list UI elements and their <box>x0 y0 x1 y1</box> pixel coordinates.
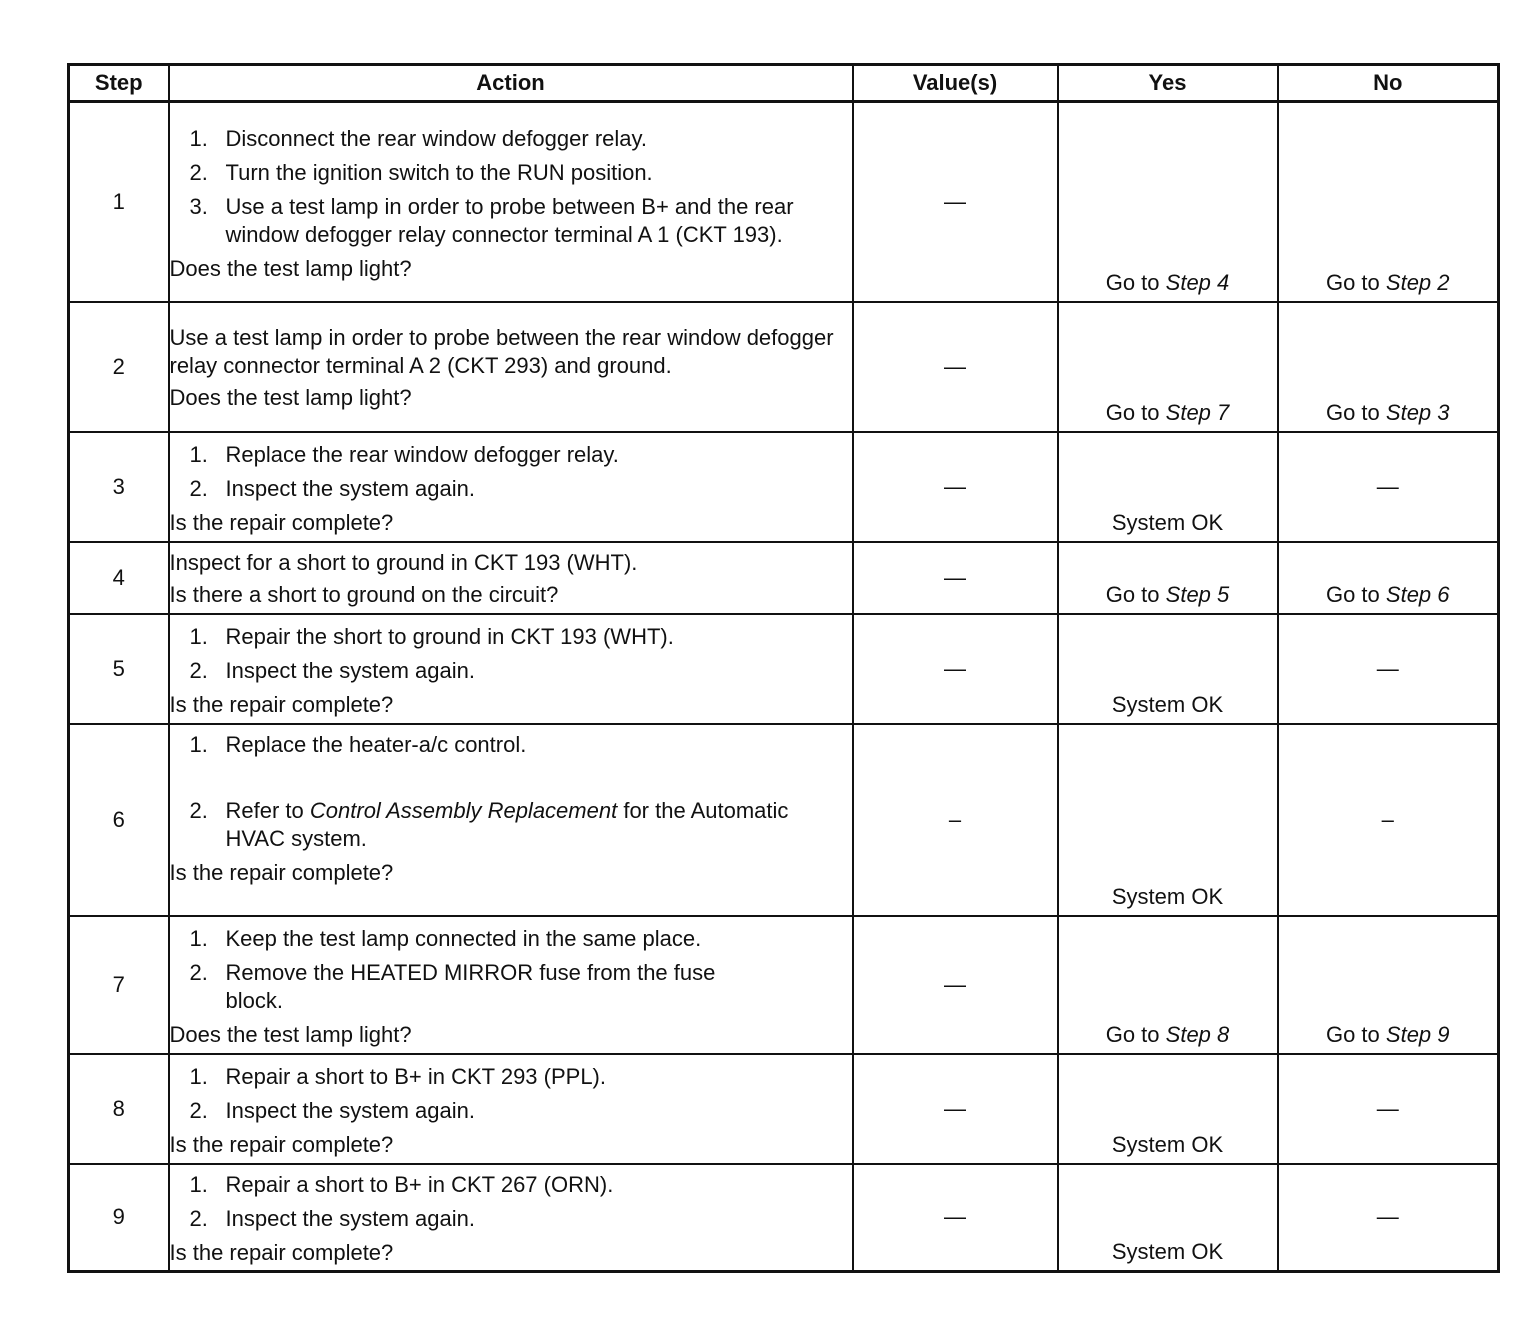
step-number: 3 <box>69 432 169 542</box>
action-question: Does the test lamp light? <box>169 1021 412 1047</box>
no-cell <box>1278 542 1499 614</box>
doc-reference: Control Assembly Replacement <box>309 797 618 823</box>
header-no: No <box>1278 65 1499 102</box>
value-cell: – <box>853 724 1058 916</box>
yes-cell <box>1058 724 1278 916</box>
action-step: 2. Inspect the system again. <box>189 475 475 501</box>
no-goto: Go to Step 2 <box>1325 269 1450 295</box>
yes-result: System OK <box>1111 509 1224 535</box>
action-step: 2. Remove the HEATED MIRROR fuse from the fuse block. <box>189 959 716 1013</box>
table-row <box>69 614 1499 724</box>
step-number: 5 <box>69 614 169 724</box>
no-cell <box>1278 614 1499 724</box>
yes-goto: Go to Step 5 <box>1105 581 1230 607</box>
action-question: Does the test lamp light? <box>169 255 412 281</box>
action-cell <box>169 1164 853 1272</box>
no-result: — <box>1376 1095 1399 1121</box>
header-step: Step <box>69 65 169 102</box>
table-row <box>69 102 1499 302</box>
no-cell <box>1278 1164 1499 1272</box>
header-action: Action <box>169 65 853 102</box>
action-question: Is the repair complete? <box>169 509 394 535</box>
header-values: Value(s) <box>853 65 1058 102</box>
yes-result: System OK <box>1111 1239 1224 1264</box>
action-step: 1. Keep the test lamp connected in the same place. <box>189 925 702 951</box>
yes-cell <box>1058 1054 1278 1164</box>
step-ref: Step 9 <box>1385 1021 1450 1047</box>
yes-goto: Go to Step 7 <box>1105 399 1230 425</box>
value-cell: — <box>853 302 1058 432</box>
value-cell: — <box>853 102 1058 302</box>
yes-cell <box>1058 542 1278 614</box>
step-number: 2 <box>69 302 169 432</box>
action-question: Is there a short to ground on the circuit? <box>169 581 559 607</box>
yes-cell <box>1058 432 1278 542</box>
action-step: 1. Repair a short to B+ in CKT 293 (PPL). <box>189 1063 606 1089</box>
action-text: Use a test lamp in order to probe between the rear window defogger relay connector terminal A 2 (CKT 293) and ground. <box>169 324 834 378</box>
yes-result: System OK <box>1111 1131 1224 1157</box>
value-cell: — <box>853 1054 1058 1164</box>
action-cell <box>169 724 853 916</box>
action-cell <box>169 102 853 302</box>
action-cell <box>169 1054 853 1164</box>
value-cell: — <box>853 916 1058 1054</box>
step-number: 1 <box>69 102 169 302</box>
no-cell <box>1278 1054 1499 1164</box>
no-cell <box>1278 302 1499 432</box>
action-question: Is the repair complete? <box>169 859 394 885</box>
action-step: 2. Turn the ignition switch to the RUN position. <box>189 159 653 185</box>
table-row <box>69 1054 1499 1164</box>
yes-goto: Go to Step 8 <box>1105 1021 1230 1047</box>
action-step: 2. Inspect the system again. <box>189 657 475 683</box>
action-question: Does the test lamp light? <box>169 384 412 410</box>
action-question: Is the repair complete? <box>169 1240 394 1266</box>
action-cell <box>169 614 853 724</box>
no-cell <box>1278 432 1499 542</box>
header-row <box>69 65 1499 102</box>
yes-cell <box>1058 302 1278 432</box>
value-cell: — <box>853 432 1058 542</box>
step-number: 7 <box>69 916 169 1054</box>
yes-result: System OK <box>1111 691 1224 717</box>
action-cell <box>169 432 853 542</box>
table-row <box>69 542 1499 614</box>
value-cell: — <box>853 614 1058 724</box>
table-row <box>69 916 1499 1054</box>
step-ref: Step 8 <box>1165 1021 1230 1047</box>
action-step: 3. Use a test lamp in order to probe between B+ and the rear window defogger relay connector terminal A 1 (CKT 193). <box>189 193 794 247</box>
action-step: 2. Inspect the system again. <box>189 1206 475 1232</box>
step-ref: Step 6 <box>1385 581 1450 607</box>
action-step: 1. Repair the short to ground in CKT 193 (WHT). <box>189 623 674 649</box>
yes-goto: Go to Step 4 <box>1105 269 1230 295</box>
no-result: — <box>1376 1204 1399 1230</box>
step-ref: Step 5 <box>1165 581 1230 607</box>
action-question: Is the repair complete? <box>169 691 394 717</box>
step-number: 9 <box>69 1164 169 1272</box>
no-result: — <box>1376 655 1399 681</box>
diagnostic-table <box>67 63 1500 1273</box>
table-row <box>69 1164 1499 1272</box>
no-goto: Go to Step 9 <box>1325 1021 1450 1047</box>
step-ref: Step 3 <box>1385 399 1450 425</box>
action-step: 1. Disconnect the rear window defogger relay. <box>189 125 647 151</box>
yes-cell <box>1058 1164 1278 1272</box>
table-row <box>69 302 1499 432</box>
no-cell <box>1278 724 1499 916</box>
no-goto: Go to Step 6 <box>1325 581 1450 607</box>
step-number: 6 <box>69 724 169 916</box>
action-step: 1. Repair a short to B+ in CKT 267 (ORN). <box>189 1172 614 1198</box>
action-cell <box>169 302 853 432</box>
step-ref: Step 7 <box>1165 399 1230 425</box>
table-row <box>69 724 1499 916</box>
action-step: 2. Inspect the system again. <box>189 1097 475 1123</box>
yes-result: System OK <box>1111 883 1224 909</box>
action-step: 2. Refer to Control Assembly Replacement for the Automatic HVAC system. <box>189 797 789 851</box>
no-result: — <box>1376 473 1399 499</box>
no-cell <box>1278 102 1499 302</box>
action-cell <box>169 542 853 614</box>
value-cell: — <box>853 1164 1058 1272</box>
action-text: Inspect for a short to ground in CKT 193 (WHT). <box>169 549 638 575</box>
step-number: 4 <box>69 542 169 614</box>
no-result: – <box>1381 806 1394 832</box>
step-number: 8 <box>69 1054 169 1164</box>
yes-cell <box>1058 614 1278 724</box>
action-question: Is the repair complete? <box>169 1131 394 1157</box>
action-cell <box>169 916 853 1054</box>
no-goto: Go to Step 3 <box>1325 399 1450 425</box>
value-cell: — <box>853 542 1058 614</box>
step-ref: Step 2 <box>1385 269 1450 295</box>
yes-cell <box>1058 102 1278 302</box>
step-ref: Step 4 <box>1165 269 1230 295</box>
action-step: 1. Replace the heater-a/c control. <box>189 731 527 757</box>
no-cell <box>1278 916 1499 1054</box>
yes-cell <box>1058 916 1278 1054</box>
header-yes: Yes <box>1058 65 1278 102</box>
action-step: 1. Replace the rear window defogger relay. <box>189 441 619 467</box>
table-row <box>69 432 1499 542</box>
